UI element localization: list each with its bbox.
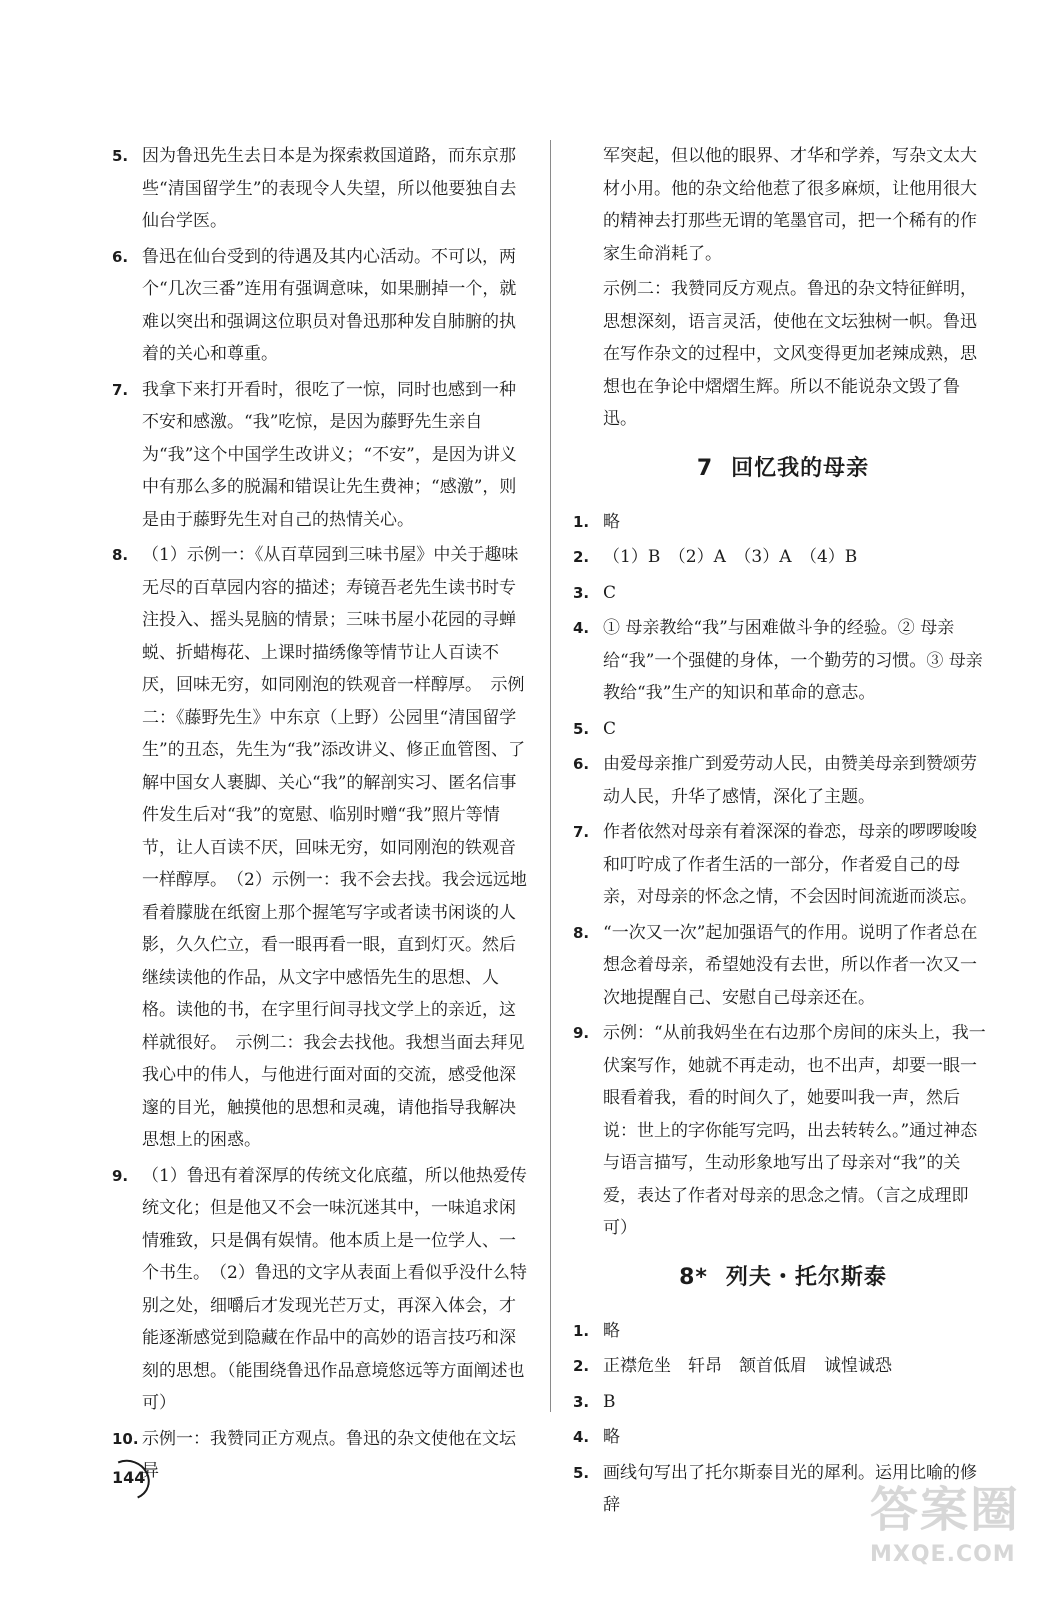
item-number: 6. (573, 755, 590, 773)
answer-item-10 (112, 1423, 532, 1488)
s7-item-5 (573, 713, 993, 746)
page-number-text: 144 (112, 1468, 146, 1487)
item-text: 我拿下来打开看时，很吃了一惊，同时也感到一种不安和感激。“我”吃惊，是因为藤野先生亲自为“我”这个中国学生改讲义；“不安”，是因为讲义中有那么多的脱漏和错误让先生费神；“感激”，则是由于藤野先生对自己的热情关心。 (142, 379, 517, 530)
item-text: 略 (603, 1320, 620, 1341)
s7-item-4 (573, 612, 993, 710)
left-column (112, 140, 532, 1491)
item-number: 7. (112, 380, 129, 399)
section-number: 8* (679, 1264, 708, 1290)
item-number: 1. (573, 512, 590, 531)
s7-item-9 (573, 1017, 993, 1245)
watermark-bottom-text: MXQE.COM (870, 1542, 1016, 1567)
item-number: 9. (573, 1024, 590, 1042)
continued-paragraph: 军突起，但以他的眼界、才华和学养，写杂文太大材小用。他的杂文给他惹了很多麻烦，让他用很大的精神去打那些无谓的笔墨官司，把一个稀有的作家生命消耗了。 (603, 146, 977, 264)
answer-item-7 (112, 374, 532, 537)
item-number: 1. (573, 1321, 590, 1340)
item-text: 略 (603, 1427, 620, 1447)
s8-item-1 (573, 1315, 993, 1348)
item-text: C (603, 718, 617, 739)
item-text: （1）鲁迅有着深厚的传统文化底蕴，所以他热爱传统文化；但是他又不会一味沉迷其中，一味追求闲情雅致，只是偶有娱情。他本质上是一位学人、一个书生。 （2）鲁迅的文字从表面上看似乎没什么特别之处，细嚼后才发现光芒万丈，再深入体会，才能逐渐感觉到隐藏在作品中的高妙的语言技巧和深刻的思想。（能围绕鲁迅作品意境悠远等方面阐述也可） (142, 1165, 527, 1413)
s7-item-8 (573, 917, 993, 1015)
item-text: C (603, 582, 617, 603)
answer-item-5 (112, 140, 532, 238)
item-number: 9. (112, 1166, 129, 1185)
s8-item-3 (573, 1386, 993, 1419)
item-number: 2. (573, 1357, 590, 1375)
s7-item-3 (573, 577, 993, 610)
section-title-text: 回忆我的母亲 (731, 455, 870, 481)
right-column (573, 140, 993, 1525)
answer-item-8 (112, 539, 532, 1157)
item-number: 3. (573, 583, 590, 602)
item-number: 6. (112, 247, 129, 266)
item-number: 8. (112, 546, 129, 564)
s7-item-2 (573, 541, 993, 574)
item-text: 作者依然对母亲有着深深的眷恋，母亲的啰啰唆唆和叮咛成了作者生活的一部分，作者爱自己的母亲，对母亲的怀念之情，不会因时间流逝而淡忘。 (603, 822, 977, 907)
section-7-title (573, 454, 993, 484)
item-text: 示例一：我赞同正方观点。鲁迅的杂文使他在文坛异 (142, 1428, 516, 1481)
answer-item-6 (112, 241, 532, 371)
s7-item-1 (573, 506, 993, 539)
item-text: B (603, 1391, 616, 1412)
section-title-text: 列夫・托尔斯泰 (725, 1264, 887, 1290)
item-number: 4. (573, 619, 590, 637)
page-number-arc (100, 1454, 155, 1507)
item-number: 8. (573, 923, 590, 942)
s7-item-6 (573, 748, 993, 813)
item-number: 5. (573, 1463, 590, 1482)
item-text: 正襟危坐 轩昂 颔首低眉 诚惶诚恐 (603, 1356, 892, 1376)
item-number: 7. (573, 823, 590, 841)
item-text: “一次又一次”起加强语气的作用。说明了作者总在想念着母亲，希望她没有去世，所以作者一次又一次地提醒自己、安慰自己母亲还在。 (603, 922, 978, 1008)
section-8-title (573, 1263, 993, 1293)
item-number: 3. (573, 1392, 590, 1411)
item-number: 2. (573, 548, 590, 566)
column-divider (550, 140, 551, 1412)
item-number: 10. (112, 1429, 139, 1448)
s8-item-2 (573, 1350, 993, 1383)
item-text: （1）示例一：《从百草园到三味书屋》中关于趣味无尽的百草园内容的描述；寿镜吾老先生读书时专注投入、摇头晃脑的情景；三味书屋小花园的寻蝉蜕、折蜡梅花、上课时描绣像等情节让人百读不厌，回味无穷，如同刚泡的铁观音一样醇厚。 示例二：《藤野先生》中东京（上野）公园里“清国留学生”的丑态，先生为“我”添改讲义、修正血管图、了解中国女人裹脚、关心“我”的解剖实习、匿名信事件发生后对“我”的宽慰、临别时赠“我”照片等情节，让人百读不厌，回味无穷，如同刚泡的铁观音一样醇厚。 （2）示例一：我不会去找。我会远远地看着朦胧在纸窗上那个握笔写字或者读书闲谈的人影，久久伫立，看一眼再看一眼，直到灯灭。然后继续读他的作品，从文字中感悟先生的思想、人格。读他的书，在字里行间寻找文学上的亲近，这样就很好。 示例二：我会去找他。我想当面去拜见我心中的伟人，与他进行面对面的交流，感受他深邃的目光，触摸他的思想和灵魂，请他指导我解决思想上的困惑。 (142, 545, 527, 1150)
item-text: 因为鲁迅先生去日本是为探索救国道路，而东京那些“清国留学生”的表现令人失望，所以他要独自去仙台学医。 (142, 146, 517, 231)
item-text: 略 (603, 511, 620, 532)
s8-item-4 (573, 1421, 993, 1454)
item-text: 示例：“从前我妈坐在右边那个房间的床头上，我一伏案写作，她就不再走动，也不出声，却要一眼一眼看着我，看的时间久了，她要叫我一声，然后说：世上的字你能写完吗，出去转转么。”通过神态与语言描写，生动形象地写出了母亲对“我”的关爱，表达了作者对母亲的思念之情。（言之成理即可） (603, 1023, 986, 1238)
s7-item-7 (573, 816, 993, 914)
item-number: 5. (573, 719, 590, 738)
page-number (112, 1462, 156, 1494)
item-text: 由爱母亲推广到爱劳动人民，由赞美母亲到赞颂劳动人民，升华了感情，深化了主题。 (603, 754, 977, 807)
item-number: 5. (112, 147, 129, 165)
watermark-top-text: 答案圈 (870, 1482, 1021, 1538)
item-text: 画线句写出了托尔斯泰目光的犀利。运用比喻的修辞 (603, 1462, 977, 1515)
item-text: （1）B （2）A （3）A （4）B (603, 547, 858, 567)
example-paragraph: 示例二：我赞同反方观点。鲁迅的杂文特征鲜明，思想深刻，语言灵活，使他在文坛独树一帜。鲁迅在写作杂文的过程中，文风变得更加老辣成熟，思想也在争论中熠熠生辉。所以不能说杂文毁了鲁迅。 (603, 279, 977, 429)
section-number: 7 (696, 455, 714, 481)
answer-item-9 (112, 1160, 532, 1420)
item-text: ① 母亲教给“我”与困难做斗争的经验。② 母亲给“我”一个强健的身体，一个勤劳的习惯。③ 母亲教给“我”生产的知识和革命的意志。 (603, 618, 983, 703)
watermark-logo (870, 1480, 1045, 1590)
item-number: 4. (573, 1428, 590, 1446)
item-text: 鲁迅在仙台受到的待遇及其内心活动。不可以，两个“几次三番”连用有强调意味，如果删掉一个，就难以突出和强调这位职员对鲁迅那种发自肺腑的执着的关心和尊重。 (142, 246, 517, 364)
